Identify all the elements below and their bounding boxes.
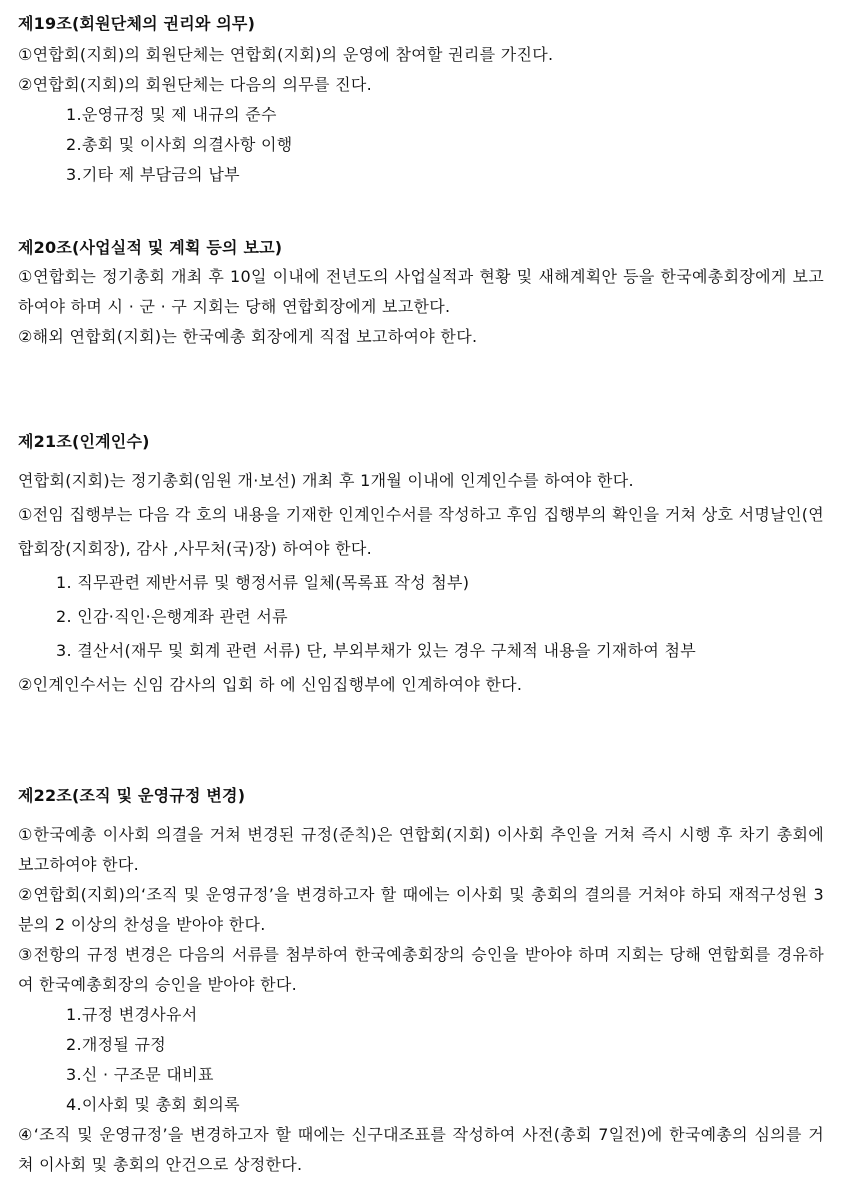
article-21 [18, 432, 824, 702]
article-21-item: 1. 직무관련 제반서류 및 행정서류 일체(목록표 작성 첨부) [56, 573, 470, 592]
article-20 [18, 238, 824, 352]
article-22-para-2: ②연합회(지회)의‘조직 및 운영규정’을 변경하고자 할 때에는 이사회 및 총회의 결의를 거쳐야 하되 재적구성원 3분의 2 이상의 찬성을 받아야 한다. [18, 885, 824, 934]
article-19 [18, 14, 824, 190]
article-22-item: 1.규정 변경사유서 [66, 1005, 198, 1024]
article-20-para-2: ②해외 연합회(지회)는 한국예총 회장에게 직접 보고하여야 한다. [18, 327, 478, 346]
article-21-item: 3. 결산서(재무 및 회계 관련 서류) 단, 부외부채가 있는 경우 구체적 내용을 기재하여 첨부 [56, 641, 697, 660]
article-21-para-2: ②인계인수서는 신임 감사의 입회 하 에 신임집행부에 인계하여야 한다. [18, 675, 523, 694]
article-21-para-0: 연합회(지회)는 정기총회(임원 개·보선) 개최 후 1개월 이내에 인계인수를 하여야 한다. [18, 471, 634, 490]
article-21-para-1: ①전임 집행부는 다음 각 호의 내용을 기재한 인계인수서를 작성하고 후임 집행부의 확인을 거쳐 상호 서명날인(연합회장(지회장), 감사 ,사무처(국)장) 하여야 한다. [18, 505, 825, 558]
article-22-para-1: ①한국예총 이사회 의결을 거쳐 변경된 규정(준칙)은 연합회(지회) 이사회 추인을 거쳐 즉시 시행 후 차기 총회에 보고하여야 한다. [18, 825, 824, 874]
article-21-title: 제21조(인계인수) [18, 432, 150, 451]
article-20-para-1: ①연합회는 정기총회 개최 후 10일 이내에 전년도의 사업실적과 현황 및 새해계획안 등을 한국예총회장에게 보고하여야 하며 시 · 군 · 구 지회는 당해 연합회장에게 보고한다. [18, 267, 824, 316]
article-22-item: 3.신 · 구조문 대비표 [66, 1065, 214, 1084]
article-21-item: 2. 인감·직인·은행계좌 관련 서류 [56, 607, 288, 626]
article-22-item: 4.이사회 및 총회 회의록 [66, 1095, 240, 1114]
article-19-title: 제19조(회원단체의 권리와 의무) [18, 14, 256, 33]
article-19-item: 2.총회 및 이사회 의결사항 이행 [66, 135, 293, 154]
article-19-item: 1.운영규정 및 제 내규의 준수 [66, 105, 277, 124]
article-19-item: 3.기타 제 부담금의 납부 [66, 165, 240, 184]
article-22-para-3: ③전항의 규정 변경은 다음의 서류를 첨부하여 한국예총회장의 승인을 받아야 하며 지회는 당해 연합회를 경유하여 한국예총회장의 승인을 받아야 한다. [18, 945, 824, 994]
article-22 [18, 786, 824, 1180]
article-22-title: 제22조(조직 및 운영규정 변경) [18, 786, 246, 805]
article-22-item: 2.개정될 규정 [66, 1035, 167, 1054]
article-22-para-4: ④‘조직 및 운영규정’을 변경하고자 할 때에는 신구대조표를 작성하여 사전(총회 7일전)에 한국예총의 심의를 거쳐 이사회 및 총회의 안건으로 상정한다. [18, 1125, 824, 1174]
article-20-title: 제20조(사업실적 및 계획 등의 보고) [18, 238, 283, 257]
article-19-para-1: ①연합회(지회)의 회원단체는 연합회(지회)의 운영에 참여할 권리를 가진다. [18, 45, 554, 64]
article-19-para-2: ②연합회(지회)의 회원단체는 다음의 의무를 진다. [18, 75, 373, 94]
